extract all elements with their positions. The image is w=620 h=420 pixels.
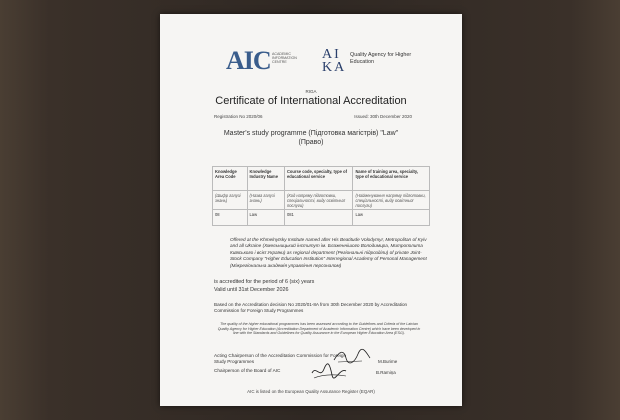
city-label: RIGA: [305, 89, 317, 94]
table-subheader-cell: (Найменування напряму підготовки, спеціальності, виду освітньої послуги): [353, 191, 430, 210]
table-cell: 081: [284, 210, 353, 226]
aika-logo: [322, 47, 412, 75]
logo-header: [160, 44, 462, 84]
signatory-name-2: B.Ramiņa: [376, 370, 396, 375]
table-cell: Law: [247, 210, 284, 226]
knowledge-area-table: [212, 166, 430, 226]
signature-2-icon: [310, 363, 350, 381]
signatory-role-2: Chairperson of the Board of AIC: [214, 368, 281, 373]
table-header-cell: Course code, specialty, type of educational service: [284, 167, 353, 191]
certificate-document: [160, 14, 462, 406]
aic-logo-letters: AIC: [226, 46, 271, 75]
table-subheader-cell: (Шифр галузі знань): [213, 191, 248, 210]
accreditation-period: is accredited for the period of 6 (six) years: [214, 279, 315, 285]
signatory-role-1: Acting Chairperson of the Accreditation Commission for Foreign Study Programmes: [214, 353, 347, 364]
registration-number: Registration No 2020/06: [214, 114, 263, 119]
table-cell: Law: [353, 210, 430, 226]
certificate-title: Certificate of International Accreditation: [215, 95, 407, 107]
decision-basis: Based on the Accreditation decision No 2020/01-8A from 30th December 2020 by Accreditation Commission for Foreign Study Programmes: [214, 302, 408, 313]
table-row: [213, 210, 430, 226]
aic-logo: [226, 46, 297, 80]
issued-date: Issued: 30th December 2020: [354, 114, 412, 119]
table-cell: 08: [213, 210, 248, 226]
aika-logo-subtitle: Quality Agency for Higher Education: [350, 52, 412, 65]
table-header-cell: Name of training area, specialty, type of educational service: [353, 167, 430, 191]
table-subheader-cell: (Назва галузі знань): [247, 191, 284, 210]
quality-statement: The quality of the higher educational programmes has been assessed according to the Guidelines and Criteria of the Latvian Quality Agency for Higher Education (Accreditation Department of Academic Information Centre) which have been developed in line with the Standards and Guidelines for Quality Assurance in the European Higher Education Area (ESG).: [217, 322, 421, 335]
table-header-cell: Knowledge Industry Name: [247, 167, 284, 191]
table-header-cell: Knowledge Area Code: [213, 167, 248, 191]
table-subheader-row: [213, 191, 430, 210]
programme-name: Master's study programme (Підготовка магістрів) "Law" (Право): [223, 130, 399, 146]
valid-until: Valid until 31st December 2026: [214, 287, 289, 293]
aic-logo-subtitle: ACADEMIC INFORMATION CENTRE: [272, 52, 297, 65]
table-header-row: [213, 167, 430, 191]
signatory-name-1: M.Burime: [378, 359, 398, 364]
eqar-footer: AIC is listed on the European Quality Assurance Register (EQAR): [247, 389, 375, 394]
table-subheader-cell: (Код напряму підготовки, спеціальності, виду освітньої послуги): [284, 191, 353, 210]
aika-logo-letters: AI KA: [322, 47, 347, 75]
institution-description: Offered at the Khmelnytsky Institute named after His Beatitude Volodymyr, Metropolitan of Kyiv and all Ukraine (Хмельницький інститут ім. Блаженнішого Володимира, Митрополита Київського і всієї України) as regional department (Регіональні підрозділи) of private Joint-Stock Company "Higher Education Institution" Interregional Academy of Personal Management (Міжрегіональна академія управління персоналом): [230, 237, 427, 268]
